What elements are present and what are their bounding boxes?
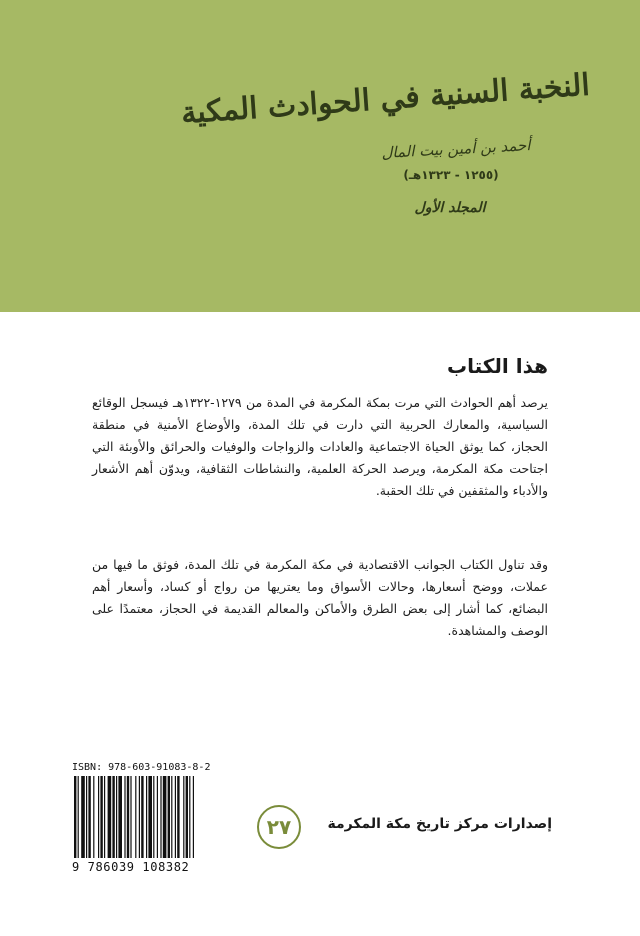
publisher-series: إصدارات مركز تاريخ مكة المكرمة <box>327 816 552 832</box>
book-title: النخبة السنية في الحوادث المكية <box>180 67 591 132</box>
book-author: أحمد بن أمين بيت المال <box>381 136 531 162</box>
isbn-label: ISBN: 978-603-91083-8-2 <box>72 762 211 773</box>
author-years: (١٢٥٥ - ١٣٢٣هـ) <box>403 168 499 182</box>
barcode-digits: 9 786039 108382 <box>72 860 190 874</box>
series-number: ٢٧ <box>266 815 292 839</box>
cover-title-block <box>0 0 640 312</box>
about-paragraph-2: وقد تناول الكتاب الجوانب الاقتصادية في مكة المكرمة في تلك المدة، فوثق ما فيها من عملات، ووضح أسعارها، وحالات الأسواق وما يعتريها من رواج أو كساد، وأسعار أهم البضائع، كما أشار إلى بعض الطرق والأماكن والمعالم القديمة في الحجاز، معتمدًا على الوصف والمشاهدة. <box>92 557 548 638</box>
about-heading: هذا الكتاب <box>446 354 548 378</box>
about-paragraph-1: يرصد أهم الحوادث التي مرت بمكة المكرمة في المدة من ١٢٧٩-١٣٢٢هـ فيسجل الوقائع السياسية، والمعارك الحربية التي دارت في تلك المدة، والأوضاع الأمنية في منطقة الحجاز، كما يوثق الحياة الاجتماعية والعادات والزواجات والوفيات والحرائق والأوبئة التي اجتاحت مكة المكرمة، ويرصد الحركة العلمية، والنشاطات الثقافية، ويدوّن أهم الأشعار والأدباء والمثقفين في تلك الحقبة. <box>92 395 548 498</box>
volume-label: المجلد الأول <box>414 200 486 216</box>
barcode-image <box>72 776 238 858</box>
